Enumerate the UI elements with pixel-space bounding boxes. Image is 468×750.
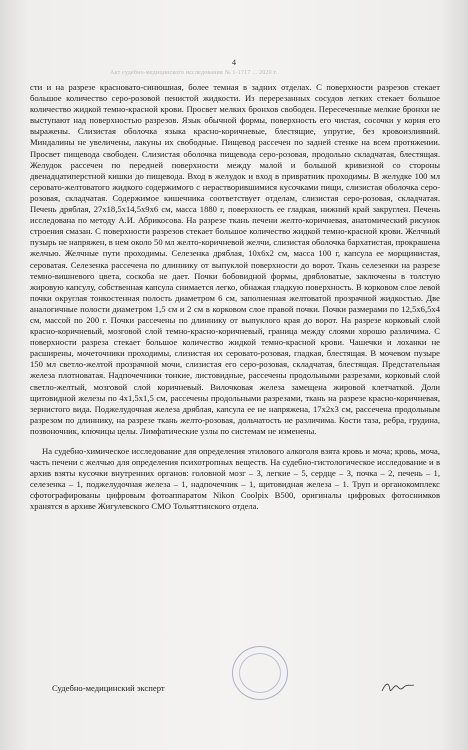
signature-title: Судебно-медицинский эксперт	[52, 683, 165, 693]
paragraph-sample-collection: На судебно-химическое исследование для определения этилового алкоголя взята кровь и моча; кровь, моча, часть печени с желчью для определения психотропных веществ. На судебно-гистологическое исследование и в архив взяты кусочки внутренних органов: головной мозг – 3, легкие – 5, сердце – 3, почка – 2, печень – 1, селезенка – 1, поджелудочная железа – 1, надпочечник – 1, щитовидная железа – 1. Труп и органокомплекс сфотографированы цифровым фотоаппаратом Nikon Coolpix B500, оригиналы цифровых фотоснимков хранятся в архиве Жигулевского СМО Тольяттинского отдела.	[30, 446, 440, 512]
paragraph-autopsy-findings: сти и на разрезе красновато-синюшная, более темная в задних отделах. С поверхности разрезов стекает большое количество серо-розовой пенистой жидкости. Из перерезанных сосудов легких стекает большое количество жидкой темно-красной крови. Просвет мелких бронхов свободен. Пересеченные мелкие бронхи не выступают над поверхностью разрезов. Язык обычной формы, поверхность его чистая, сосочки у корня его выражены. Слизистая оболочка языка красно-коричневые, блестящие, упругие, без кровоизлияний. Миндалины не увеличены, лакуны их свободные. Пищевод рассечен по задней стенке на всем протяжении. Просвет пищевода свободен. Слизистая оболочка пищевода серо-розовая, продольно складчатая, блестящая. Желудок рассечен по передней поверхности между малой и большой кривизной со стороны двенадцатиперстной кишки до пищевода. Вход в желудок и вход в привратник проходимы. В желудке 100 мл серовато-желтоватого жидкого содержимого с нерастворившимися кусочками пищи, слизистая оболочка серо-розовая, складчатая. Содержимое кишечника соответствует отделам, слизистая серо-розовая, складчатая. Печень дряблая, 27х18,5х14,5х9х6 см, масса 1880 г, поверхность ее гладкая, нижний край закруглен. Печень исследована по методу А.И. Абрикосова. На разрезе ткань печени желто-коричневая, анатомический рисунок строения смазан. С поверхности разрезов стекает большое количество жидкой темно-красной крови. Желчный пузырь не напряжен, в нем около 50 мл желто-коричневой желчи, слизистая оболочка бархатистая, прокрашена желчью. Желчные пути проходимы. Селезенка дряблая, 10х6х2 см, масса 100 г, капсула ее морщинистая, сероватая. Селезенка рассечена по длиннику от выпуклой поверхности до ворот. Ткань селезенки на разрезе темно-вишневого цвета, соскоба не дает. Почки бобовидной формы, дрябловатые, заключены в толстую жировую капсулу, собственная капсула снимается легко, обнажая гладкую поверхность. В корковом слое левой почки округлая тонкостенная полость диаметром 6 см, заполненная желтоватой прозрачной жидкостью. Две аналогичные полости диаметром 1,5 см и 2 см в корковом слое правой почки. Почки размерами по 12,5х6,5х4 см, массой по 200 г. Почки рассечены по длиннику от выпуклого края до ворот. На разрезе корковый слой красно-коричневый, мозговой слой темно-красно-коричневый, граница между слоями хорошо различима. С поверхности разреза стекает большое количество жидкой темно-красной крови. Чашечки и лоханки не расширены, мочеточники проходимы, слизистая их серовато-розовая, гладкая, блестящая. В мочевом пузыре 150 мл светло-желтой прозрачной мочи, слизистая его серо-розовая, складчатая, блестящая. Предстательная железа плотноватая. Надпочечники тонкие, листовидные, рассечены продольными разрезами, корковый слой светло-желтый, мозговой слой коричневый. Вилочковая железа замещена жировой клетчаткой. Доли щитовидной железы по 4х1,5х1,5 см, рассечены продольными разрезами, ткань на разрезе красно-коричневая, зернистого вида. Поджелудочная железа дряблая, капсула ее не напряжена, 17х2х3 см, рассечена продольным разрезом по длиннику, на разрезе ткань желто-розовая, дольчатость не различима. Кости таза, ребра, грудина, позвоночник, ключицы целы. Лимфатические узлы по системам не изменены.	[30, 82, 440, 436]
document-body	[30, 82, 440, 513]
handwritten-signature	[380, 680, 416, 694]
page-number: 4	[232, 58, 236, 67]
document-header: Акт судебно-медицинского исследования № 1-1717 ... 2020 г.	[110, 70, 278, 76]
